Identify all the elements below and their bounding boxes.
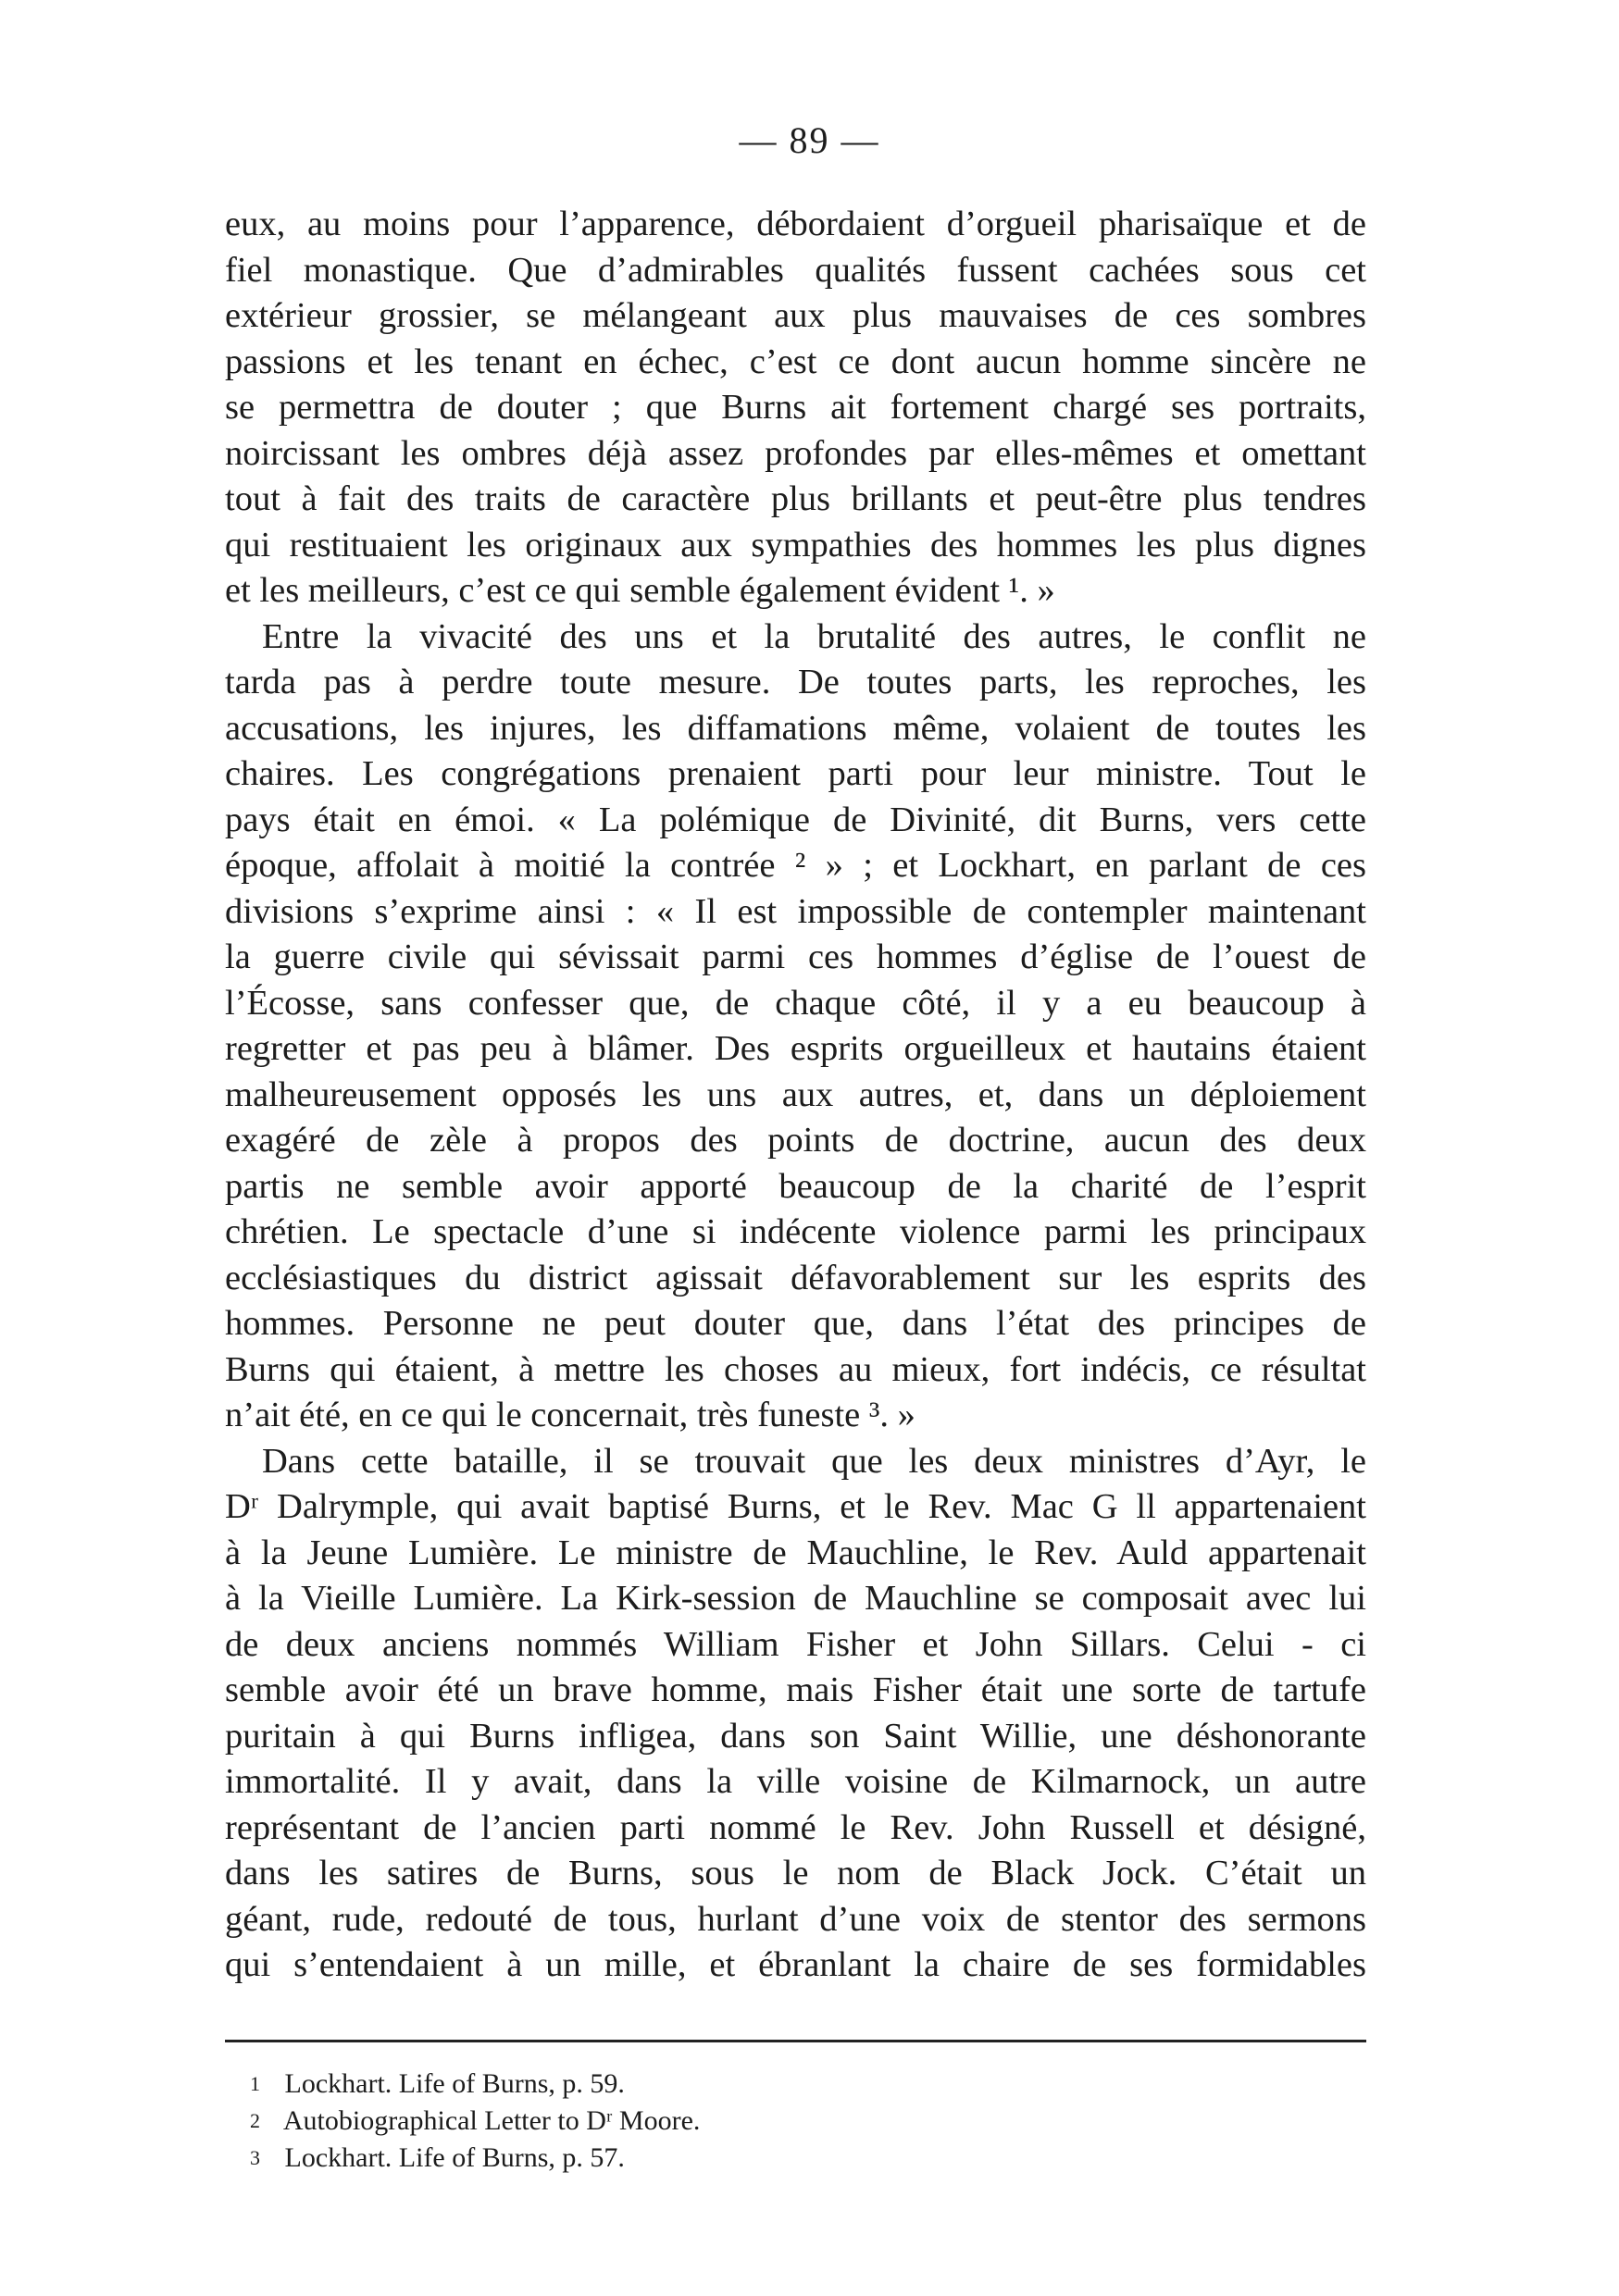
text-line: regretter et pas peu à blâmer. Des esprits orgueilleux et hautains étaient — [225, 1029, 1366, 1068]
footnote — [250, 2066, 700, 2103]
text-line: ecclésiastiques du district agissait défavorablement sur les esprits des — [225, 1258, 1366, 1297]
text-line: semble avoir été un brave homme, mais Fisher était une sorte de tartufe — [225, 1670, 1366, 1709]
text-line: chaires. Les congrégations prenaient parti pour leur ministre. Tout le — [225, 754, 1366, 793]
text-line: représentant de l’ancien parti nommé le Rev. John Russell et désigné, — [225, 1807, 1366, 1847]
text-line: la guerre civile qui sévissait parmi ces hommes d’église de l’ouest de — [225, 937, 1366, 976]
text-line: Dans cette bataille, il se trouvait que les deux ministres d’Ayr, le — [262, 1441, 1366, 1481]
text-line: Burns qui étaient, à mettre les choses au mieux, fort indécis, ce résultat — [225, 1349, 1366, 1389]
body-text — [225, 202, 1366, 1989]
footnote-divider — [225, 2040, 1366, 2042]
footnote-number: 2 — [250, 2109, 260, 2132]
text-line: géant, rude, redouté de tous, hurlant d’une voix de stentor des sermons — [225, 1899, 1366, 1939]
text-line: qui s’entendaient à un mille, et ébranlant la chaire de ses formidables — [225, 1945, 1366, 1984]
text-line: noircissant les ombres déjà assez profondes par elles-mêmes et omettant — [225, 433, 1366, 473]
text-line: Dʳ Dalrymple, qui avait baptisé Burns, et le Rev. Mac G ll appartenaient — [225, 1487, 1366, 1526]
text-line: chrétien. Le spectacle d’une si indécente violence parmi les principaux — [225, 1212, 1366, 1251]
footnotes — [250, 2066, 700, 2177]
page-number: — 89 — — [739, 119, 880, 161]
text-line: à la Vieille Lumière. La Kirk-session de Mauchline se composait avec lui — [225, 1579, 1366, 1618]
text-line: immortalité. Il y avait, dans la ville voisine de Kilmarnock, un autre — [225, 1762, 1366, 1801]
footnote — [250, 2103, 700, 2140]
footnote-number: 1 — [250, 2072, 260, 2095]
text-line: divisions s’exprime ainsi : « Il est impossible de contempler maintenant — [225, 891, 1366, 931]
footnote-text: Lockhart. Life of Burns, p. 59. — [284, 2068, 625, 2099]
text-line: dans les satires de Burns, sous le nom de Black Jock. C’était un — [225, 1854, 1366, 1893]
text-line: hommes. Personne ne peut douter que, dans l’état des principes de — [225, 1304, 1366, 1343]
text-line: et les meilleurs, c’est ce qui semble également évident ¹. » — [225, 571, 1055, 610]
text-line: partis ne semble avoir apporté beaucoup de la charité de l’esprit — [225, 1166, 1366, 1206]
text-line: passions et les tenant en échec, c’est ce dont aucun homme sincère ne — [225, 341, 1366, 381]
text-line: puritain à qui Burns infligea, dans son Saint Willie, une déshonorante — [225, 1716, 1366, 1756]
text-line: Entre la vivacité des uns et la brutalité des autres, le conflit ne — [262, 616, 1366, 656]
text-line: tarda pas à perdre toute mesure. De toutes parts, les reproches, les — [225, 663, 1366, 701]
text-line: fiel monastique. Que d’admirables qualités fussent cachées sous cet — [225, 250, 1366, 290]
text-line: pays était en émoi. « La polémique de Divinité, dit Burns, vers cette — [225, 800, 1366, 839]
text-line: accusations, les injures, les diffamations même, volaient de toutes les — [225, 708, 1366, 748]
footnote-number: 3 — [250, 2146, 260, 2169]
text-line: extérieur grossier, se mélangeant aux plus mauvaises de ces sombres — [225, 296, 1366, 335]
text-line: l’Écosse, sans confesser que, de chaque côté, il y a eu beaucoup à — [225, 983, 1366, 1023]
text-line: à la Jeune Lumière. Le ministre de Mauchline, le Rev. Auld appartenait — [225, 1533, 1366, 1572]
text-line: époque, affolait à moitié la contrée ² » ; et Lockhart, en parlant de ces — [225, 846, 1366, 885]
footnote-text: Autobiographical Letter to Dʳ Moore. — [282, 2105, 701, 2136]
text-line: eux, au moins pour l’apparence, débordaient d’orgueil pharisaïque et de — [225, 205, 1366, 243]
text-line: se permettra de douter ; que Burns ait fortement chargé ses portraits, — [225, 388, 1366, 427]
text-line: de deux anciens nommés William Fisher et John Sillars. Celui - ci — [225, 1624, 1366, 1664]
text-line: tout à fait des traits de caractère plus brillants et peut-être plus tendres — [225, 479, 1366, 518]
footnote — [250, 2140, 700, 2177]
text-line: exagéré de zèle à propos des points de doctrine, aucun des deux — [225, 1121, 1366, 1160]
text-line: malheureusement opposés les uns aux autres, et, dans un déploiement — [225, 1074, 1366, 1114]
text-line: qui restituaient les originaux aux sympathies des hommes les plus dignes — [225, 525, 1366, 565]
footnote-text: Lockhart. Life of Burns, p. 57. — [284, 2142, 625, 2173]
text-line: n’ait été, en ce qui le concernait, très funeste ³. » — [225, 1396, 915, 1434]
